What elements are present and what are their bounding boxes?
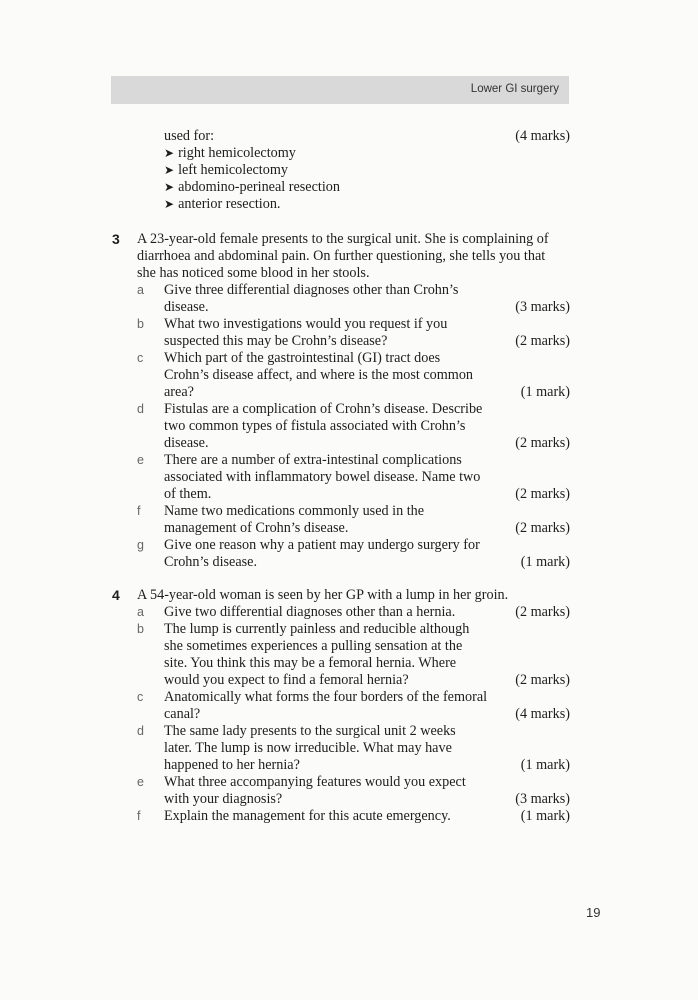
- part-text-line: Give two differential diagnoses other than a hernia.: [164, 604, 456, 620]
- part-text-line: Crohn’s disease affect, and where is the most common: [164, 367, 474, 383]
- part-marks: (1 mark): [520, 808, 570, 824]
- part-text-line: canal?: [164, 706, 201, 722]
- arrow-bullet-icon: ➤: [164, 163, 175, 177]
- bullet-item: [164, 179, 340, 196]
- running-header-title: Lower GI surgery: [470, 83, 559, 95]
- part-text-line: disease.: [164, 435, 209, 451]
- bullet-item: [164, 145, 296, 162]
- question-stem-line: she has noticed some blood in her stools.: [137, 265, 370, 281]
- part-marks: (2 marks): [515, 520, 570, 536]
- part-text-line: Explain the management for this acute emergency.: [164, 808, 451, 824]
- part-text-line: Which part of the gastrointestinal (GI) tract does: [164, 350, 441, 366]
- part-text-line: later. The lump is now irreducible. What may have: [164, 740, 452, 756]
- part-text-line: There are a number of extra-intestinal complications: [164, 452, 462, 468]
- part-letter: b: [137, 317, 144, 331]
- part-text-line: associated with inflammatory bowel disease. Name two: [164, 469, 481, 485]
- part-text-line: she sometimes experiences a pulling sensation at the: [164, 638, 463, 654]
- part-text-line: suspected this may be Crohn’s disease?: [164, 333, 388, 349]
- part-text-line: The lump is currently painless and reducible although: [164, 621, 470, 637]
- arrow-bullet-icon: ➤: [164, 197, 175, 211]
- part-letter: d: [137, 402, 144, 416]
- question-number: 4: [112, 587, 120, 603]
- question-number: 3: [112, 231, 120, 247]
- part-marks: (1 mark): [520, 757, 570, 773]
- part-letter: d: [137, 724, 144, 738]
- part-marks: (2 marks): [515, 333, 570, 349]
- bullet-item: [164, 196, 280, 213]
- question-stem-line: A 23-year-old female presents to the surgical unit. She is complaining of: [137, 231, 549, 247]
- page-number: 19: [586, 905, 601, 920]
- part-text-line: What two investigations would you request if you: [164, 316, 448, 332]
- part-letter: c: [137, 690, 144, 704]
- part-letter: e: [137, 453, 144, 467]
- part-text-line: management of Crohn’s disease.: [164, 520, 349, 536]
- bullet-item-text: anterior resection.: [178, 196, 281, 212]
- part-marks: (3 marks): [515, 299, 570, 315]
- part-text-line: Name two medications commonly used in the: [164, 503, 425, 519]
- part-letter: a: [137, 605, 144, 619]
- arrow-bullet-icon: ➤: [164, 180, 175, 194]
- question-stem-line: diarrhoea and abdominal pain. On further questioning, she tells you that: [137, 248, 546, 264]
- part-letter: c: [137, 351, 144, 365]
- bullet-item: [164, 162, 288, 179]
- part-marks: (3 marks): [515, 791, 570, 807]
- part-text-line: of them.: [164, 486, 212, 502]
- part-letter: e: [137, 775, 144, 789]
- bullet-item-text: abdomino-perineal resection: [178, 179, 340, 195]
- part-marks: (4 marks): [515, 706, 570, 722]
- part-text-line: site. You think this may be a femoral hernia. Where: [164, 655, 457, 671]
- prev-intro: used for:: [164, 128, 215, 144]
- part-marks: (2 marks): [515, 672, 570, 688]
- part-text-line: The same lady presents to the surgical unit 2 weeks: [164, 723, 456, 739]
- part-text-line: happened to her hernia?: [164, 757, 300, 773]
- part-text-line: Fistulas are a complication of Crohn’s disease. Describe: [164, 401, 483, 417]
- part-letter: g: [137, 538, 144, 552]
- part-letter: b: [137, 622, 144, 636]
- part-text-line: Give three differential diagnoses other than Crohn’s: [164, 282, 459, 298]
- part-marks: (2 marks): [515, 486, 570, 502]
- question-stem-line: A 54-year-old woman is seen by her GP with a lump in her groin.: [137, 587, 509, 603]
- bullet-item-text: left hemicolectomy: [178, 162, 288, 178]
- part-text-line: area?: [164, 384, 194, 400]
- part-text-line: would you expect to find a femoral hernia?: [164, 672, 409, 688]
- part-text-line: Give one reason why a patient may undergo surgery for: [164, 537, 480, 553]
- part-marks: (2 marks): [515, 435, 570, 451]
- part-text-line: disease.: [164, 299, 209, 315]
- arrow-bullet-icon: ➤: [164, 146, 175, 160]
- part-marks: (1 mark): [520, 554, 570, 570]
- running-header-bar: [111, 76, 569, 104]
- prev-marks: (4 marks): [515, 128, 570, 144]
- part-letter: a: [137, 283, 144, 297]
- bullet-item-text: right hemicolectomy: [178, 145, 296, 161]
- part-text-line: What three accompanying features would you expect: [164, 774, 466, 790]
- part-text-line: Crohn’s disease.: [164, 554, 257, 570]
- part-text-line: two common types of fistula associated with Crohn’s: [164, 418, 466, 434]
- part-letter: f: [137, 504, 141, 518]
- part-marks: (1 mark): [520, 384, 570, 400]
- part-text-line: Anatomically what forms the four borders of the femoral: [164, 689, 488, 705]
- part-text-line: with your diagnosis?: [164, 791, 283, 807]
- part-marks: (2 marks): [515, 604, 570, 620]
- part-letter: f: [137, 809, 141, 823]
